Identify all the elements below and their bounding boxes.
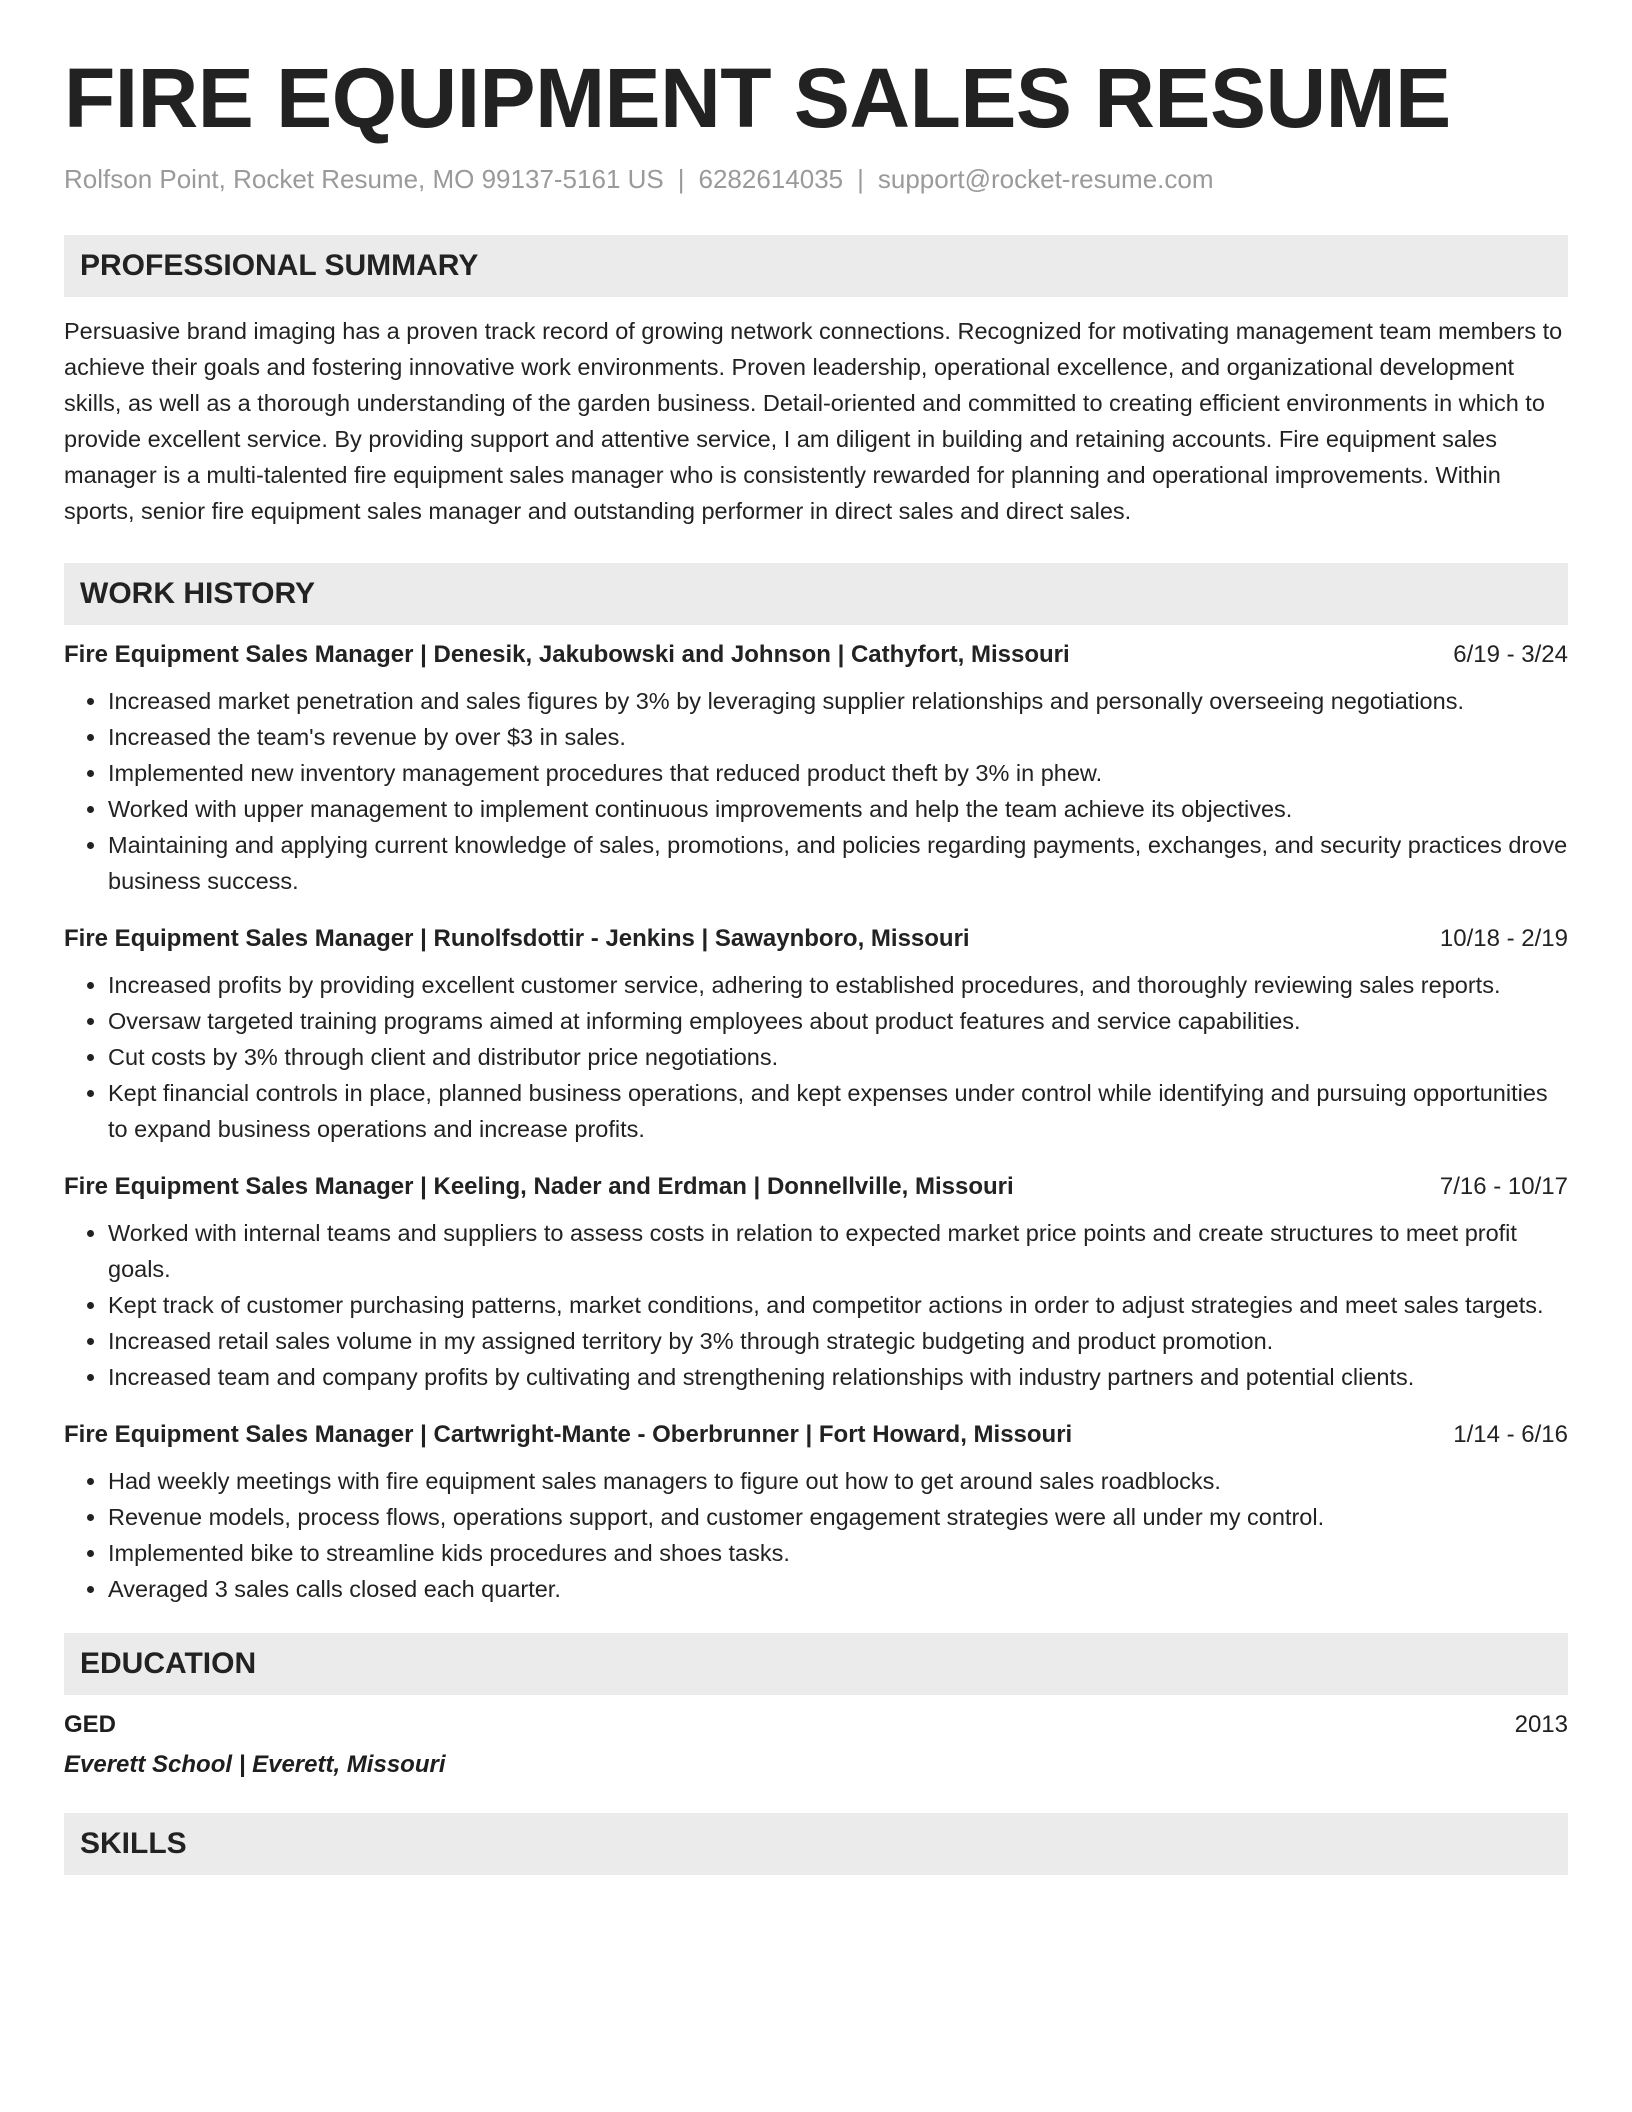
job-dates: 1/14 - 6/16	[1453, 1420, 1568, 1448]
job-bullet: • Averaged 3 sales calls closed each quarter.	[108, 1571, 1568, 1607]
job-bullet: • Oversaw targeted training programs aimed at informing employees about product features and service capabilities.	[108, 1003, 1568, 1039]
contact-separator: |	[677, 163, 685, 194]
contact-email: support@rocket-resume.com	[877, 163, 1214, 194]
work-history-heading: WORK HISTORY	[64, 563, 1568, 625]
contact-address: Rolfson Point, Rocket Resume, MO 99137-5161 US	[64, 163, 664, 194]
job-bullet: • Worked with upper management to implement continuous improvements and help the team achieve its objectives.	[108, 791, 1568, 827]
job-bullets	[64, 967, 1568, 1147]
job-bullet: • Revenue models, process flows, operations support, and customer engagement strategies were all under my control.	[108, 1499, 1568, 1535]
job-title: Fire Equipment Sales Manager | Cartwright-Mante - Oberbrunner | Fort Howard, Missouri	[64, 1420, 1073, 1448]
work-history-list	[64, 641, 1568, 1607]
job-bullets	[64, 683, 1568, 899]
job-bullets	[64, 1215, 1568, 1395]
job-bullet: • Implemented bike to streamline kids procedures and shoes tasks.	[108, 1535, 1568, 1571]
job-bullet: • Increased retail sales volume in my assigned territory by 3% through strategic budgeting and product promotion.	[108, 1323, 1568, 1359]
education-heading: EDUCATION	[64, 1633, 1568, 1695]
summary-text: Persuasive brand imaging has a proven track record of growing network connections. Recognized for motivating management team members to achieve their goals and fostering innovative work environments. Proven leadership, operational excellence, and organizational development skills, as well as a thorough understanding of the garden business. Detail-oriented and committed to creating efficient environments in which to provide excellent service. By providing support and attentive service, I am diligent in building and retaining accounts. Fire equipment sales manager is a multi-talented fire equipment sales manager who is consistently rewarded for planning and operational improvements. Within sports, senior fire equipment sales manager and outstanding performer in direct sales and direct sales.	[64, 317, 1563, 524]
contact-phone: 6282614035	[698, 163, 844, 194]
education-year: 2013	[1514, 1710, 1568, 1738]
education-school: Everett School | Everett, Missouri	[64, 1750, 446, 1778]
job-entry	[64, 1421, 1568, 1607]
job-bullets	[64, 1463, 1568, 1607]
job-bullet: • Increased market penetration and sales figures by 3% by leveraging supplier relationships and personally overseeing negotiations.	[108, 683, 1568, 719]
job-bullet: • Worked with internal teams and suppliers to assess costs in relation to expected market price points and create structures to meet profit goals.	[108, 1215, 1568, 1287]
resume-title: FIRE EQUIPMENT SALES RESUME	[64, 51, 1451, 145]
education-row	[64, 1711, 1568, 1739]
job-bullet: • Had weekly meetings with fire equipment sales managers to figure out how to get around sales roadblocks.	[108, 1463, 1568, 1499]
skills-heading: SKILLS	[64, 1813, 1568, 1875]
job-dates: 7/16 - 10/17	[1439, 1172, 1568, 1200]
job-dates: 6/19 - 3/24	[1453, 640, 1568, 668]
job-entry	[64, 1173, 1568, 1395]
job-bullet: • Increased profits by providing excellent customer service, adhering to established procedures, and thoroughly reviewing sales reports.	[108, 967, 1568, 1003]
job-title: Fire Equipment Sales Manager | Keeling, Nader and Erdman | Donnellville, Missouri	[64, 1172, 1014, 1200]
contact-separator: |	[857, 163, 864, 194]
job-bullet: • Implemented new inventory management procedures that reduced product theft by 3% in phew.	[108, 755, 1568, 791]
summary-heading: PROFESSIONAL SUMMARY	[64, 235, 1568, 297]
job-entry	[64, 641, 1568, 899]
job-title: Fire Equipment Sales Manager | Runolfsdottir - Jenkins | Sawaynboro, Missouri	[64, 924, 970, 952]
contact-line	[64, 164, 1568, 195]
job-header	[64, 641, 1568, 669]
job-dates: 10/18 - 2/19	[1439, 924, 1568, 952]
job-entry	[64, 925, 1568, 1147]
job-header	[64, 1173, 1568, 1201]
job-bullet: • Maintaining and applying current knowledge of sales, promotions, and policies regarding payments, exchanges, and security practices drove business success.	[108, 827, 1568, 899]
job-header	[64, 1421, 1568, 1449]
job-bullet: • Increased team and company profits by cultivating and strengthening relationships with industry partners and potential clients.	[108, 1359, 1568, 1395]
education-degree: GED	[64, 1710, 117, 1738]
job-bullet: • Kept track of customer purchasing patterns, market conditions, and competitor actions in order to adjust strategies and meet sales targets.	[108, 1287, 1568, 1323]
job-title: Fire Equipment Sales Manager | Denesik, Jakubowski and Johnson | Cathyfort, Missouri	[64, 640, 1070, 668]
job-bullet: • Kept financial controls in place, planned business operations, and kept expenses under control while identifying and pursuing opportunities to expand business operations and increase profits.	[108, 1075, 1568, 1147]
job-bullet: • Increased the team's revenue by over $3 in sales.	[108, 719, 1568, 755]
job-bullet: • Cut costs by 3% through client and distributor price negotiations.	[108, 1039, 1568, 1075]
job-header	[64, 925, 1568, 953]
